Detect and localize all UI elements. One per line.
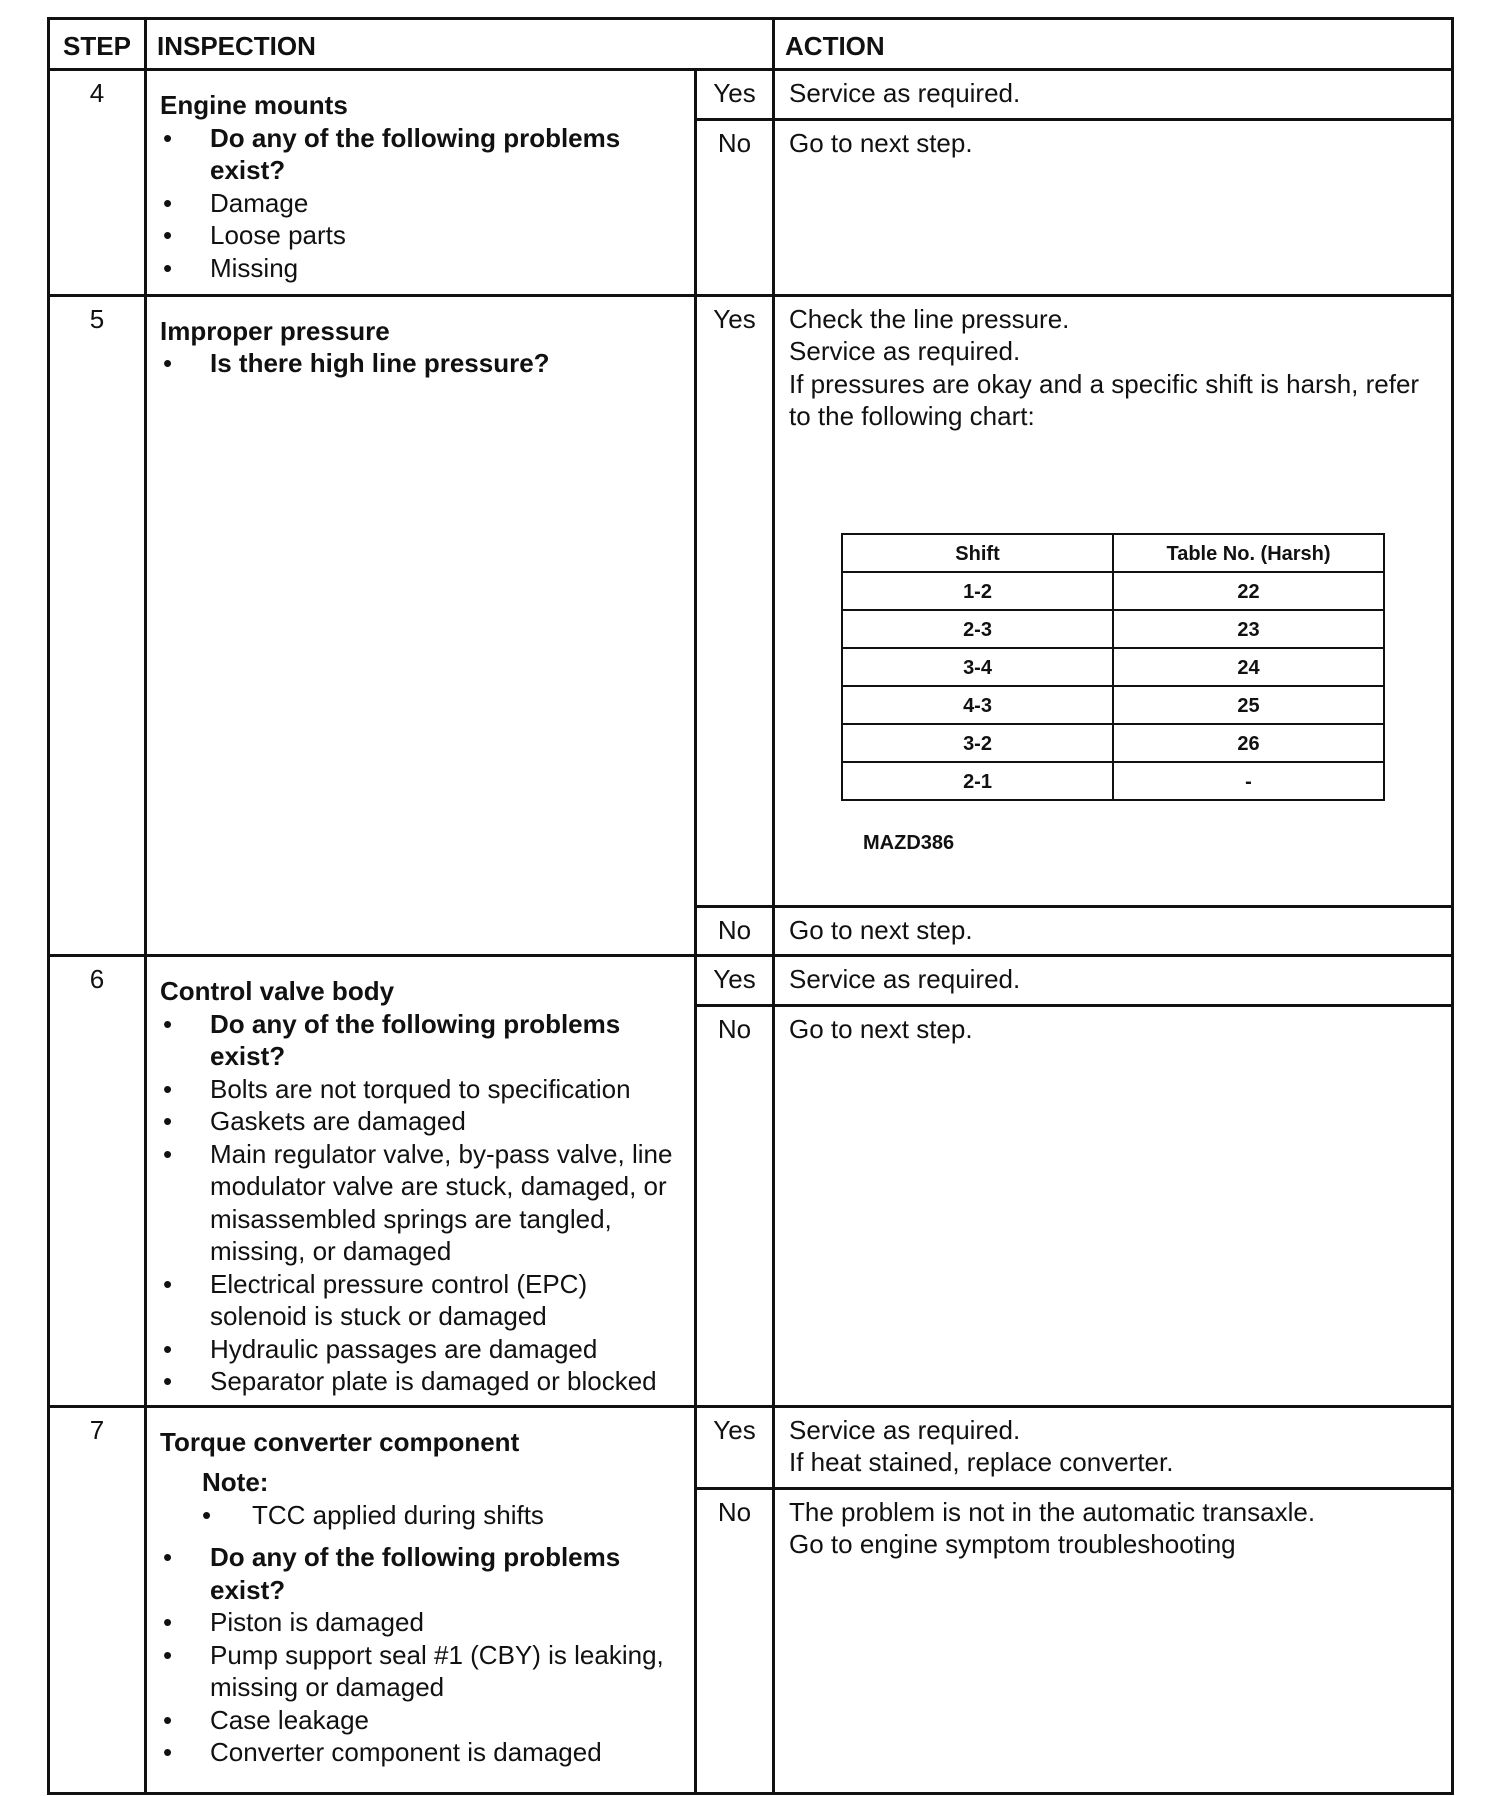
- list-item: • Electrical pressure control (EPC) solenoid is stuck or damaged: [163, 1268, 588, 1331]
- step-title: Torque converter component: [160, 1426, 520, 1457]
- step-6-yes-row: [49, 956, 1453, 1006]
- list-item: • Missing: [163, 252, 299, 283]
- list-item: • Hydraulic passages are damaged: [163, 1333, 598, 1364]
- yes-label: Yes: [696, 295, 774, 906]
- table-row: 2-3 23: [842, 610, 1384, 648]
- yes-label: Yes: [696, 1406, 774, 1488]
- step-title: Control valve body: [160, 976, 395, 1006]
- step-number: 5: [49, 295, 146, 956]
- yes-action: Service as required.: [774, 956, 1453, 1006]
- step-4-yes-row: [49, 70, 1453, 120]
- table-row: 1-2 22: [842, 572, 1384, 610]
- question-text: Do any of the following problems exist?: [210, 1008, 621, 1071]
- step-header: STEP: [49, 19, 146, 70]
- yes-action: Service as required. If heat stained, replace converter.: [774, 1406, 1453, 1488]
- header-row: [49, 19, 1453, 70]
- no-label: No: [696, 1488, 774, 1793]
- no-label: No: [696, 1005, 774, 1406]
- yes-label: Yes: [696, 70, 774, 120]
- list-item: • Piston is damaged: [163, 1607, 424, 1637]
- step-5-yes-row: [49, 295, 1453, 906]
- shift-chart: [841, 533, 1437, 855]
- step-6-inspection: [146, 956, 696, 1407]
- step-number: 6: [49, 956, 146, 1407]
- list-item: • Gaskets are damaged: [163, 1106, 466, 1136]
- shift-table: [841, 533, 1385, 801]
- step-title: Engine mounts: [160, 90, 348, 120]
- shift-column-header: Shift: [842, 534, 1113, 572]
- table-no-column-header: Table No. (Harsh): [1113, 534, 1384, 572]
- figure-code: MAZD386: [863, 831, 955, 854]
- question-bullet: • Do any of the following problems exist?: [160, 122, 684, 187]
- table-row: 4-3 25: [842, 686, 1384, 724]
- list-item: • Bolts are not torqued to specification: [163, 1073, 631, 1104]
- question-text: Do any of the following problems exist?: [210, 122, 621, 185]
- inspection-header: INSPECTION: [146, 19, 774, 70]
- no-action: The problem is not in the automatic transaxle. Go to engine symptom troubleshooting: [774, 1488, 1453, 1793]
- question-bullet: • Is there high line pressure?: [160, 347, 684, 380]
- step-5-inspection: [146, 295, 696, 956]
- step-title: Improper pressure: [160, 315, 390, 346]
- step-7-yes-row: [49, 1406, 1453, 1488]
- list-item: • Converter component is damaged: [163, 1737, 602, 1767]
- shift-table-header: [842, 534, 1384, 572]
- table-row: 3-2 26: [842, 724, 1384, 762]
- list-item: • Case leakage: [163, 1704, 369, 1735]
- step-7-inspection: [146, 1406, 696, 1793]
- troubleshooting-sheet: [47, 17, 1451, 1795]
- question-bullet: • Do any of the following problems exist?: [160, 1541, 684, 1606]
- list-item: • Damage: [163, 187, 309, 218]
- list-item: • Pump support seal #1 (CBY) is leaking, missing or damaged: [163, 1639, 664, 1702]
- table-row: 3-4 24: [842, 648, 1384, 686]
- action-header: ACTION: [774, 19, 1453, 70]
- note-label: Note:: [202, 1467, 269, 1497]
- no-action: Go to next step.: [774, 1005, 1453, 1406]
- list-item: • Separator plate is damaged or blocked: [163, 1366, 657, 1396]
- step-4-inspection: [146, 70, 696, 296]
- question-text: Is there high line pressure?: [210, 348, 550, 378]
- step-number: 7: [49, 1406, 146, 1793]
- no-action: Go to next step.: [774, 906, 1453, 956]
- yes-action: Service as required.: [774, 70, 1453, 120]
- yes-action: Check the line pressure. Service as required. If pressures are okay and a specific shift is harsh, refer to the following chart: Shift Table No. (Harsh) 1-2 22 2-3 23 3-4 24 4-3 25 3-2 26 2-1 - MAZD386: [774, 295, 1453, 906]
- troubleshooting-table: [47, 17, 1454, 1795]
- step-number: 4: [49, 70, 146, 296]
- question-bullet: • Do any of the following problems exist?: [160, 1008, 684, 1073]
- no-label: No: [696, 119, 774, 295]
- yes-label: Yes: [696, 956, 774, 1006]
- no-action: Go to next step.: [774, 119, 1453, 295]
- list-item: • Main regulator valve, by-pass valve, line modulator valve are stuck, damaged, or misassembled springs are tangled, missing, or damaged: [163, 1138, 673, 1266]
- note-item: • TCC applied during shifts: [202, 1499, 544, 1530]
- list-item: • Loose parts: [163, 220, 346, 250]
- table-row: 2-1 -: [842, 762, 1384, 800]
- no-label: No: [696, 906, 774, 956]
- question-text: Do any of the following problems exist?: [210, 1542, 621, 1605]
